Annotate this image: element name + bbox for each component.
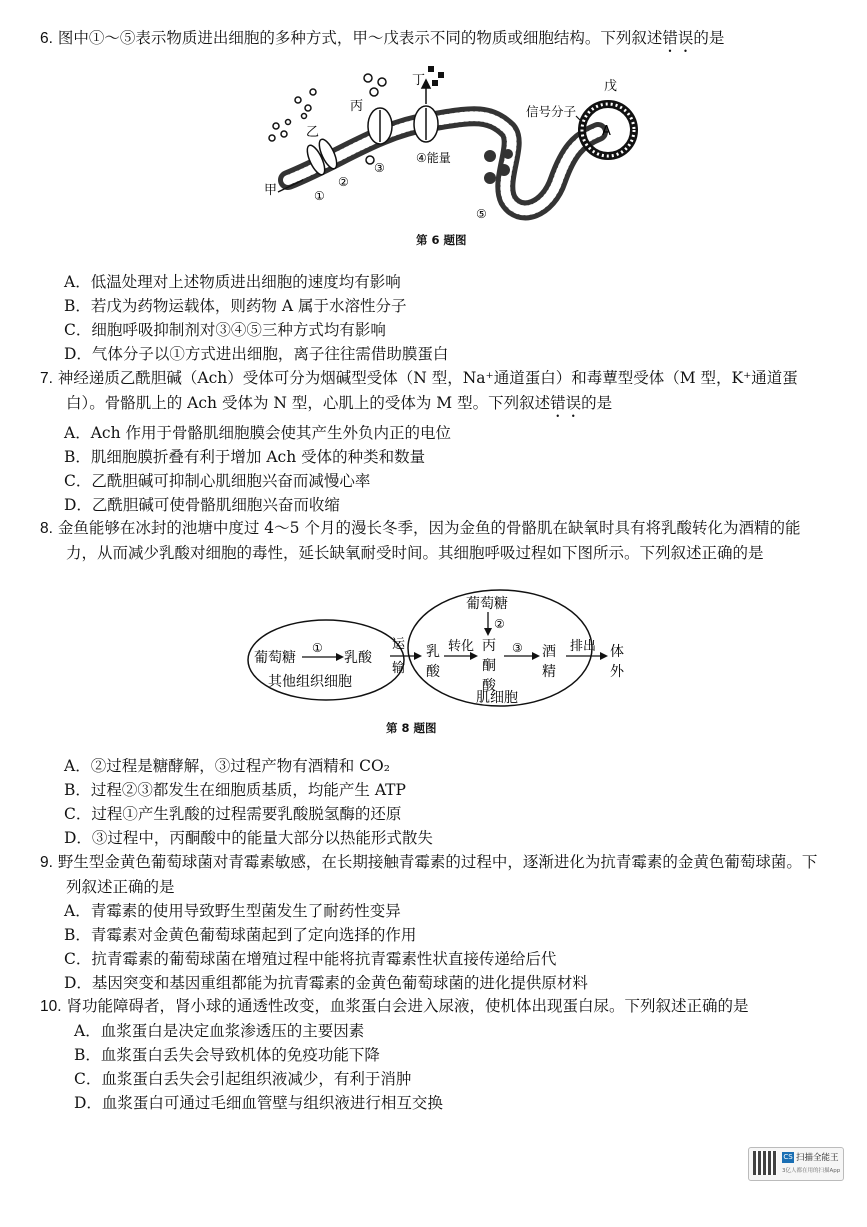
arrowhead-step-2 <box>484 628 492 636</box>
question-9 <box>40 850 830 995</box>
label-other-cells: 其他组织细胞 <box>268 674 352 690</box>
label-alcohol-1: 酒 <box>542 644 556 660</box>
q7-option-a[interactable]: A．Ach 作用于骨骼肌细胞膜会使其产生外负内正的电位 <box>64 424 451 442</box>
question-10 <box>40 994 830 1115</box>
label-lactic-acid: 乳酸 <box>344 650 372 666</box>
q6-option-d[interactable]: D．气体分子以①方式进出细胞，离子往往需借助膜蛋白 <box>64 345 449 363</box>
q10-option-b[interactable]: B．血浆蛋白丢失会导致机体的免疫功能下降 <box>74 1046 380 1064</box>
question-7-stem: 7. 神经递质乙酰胆碱（Ach）受体可分为烟碱型受体（N 型，Na⁺通道蛋白）和毒蕈型受体（M 型，K⁺通道蛋白）。骨骼肌上的 Ach 受体为 N 型，心肌上的受体为 M 型。下列叙述错误的是 <box>40 369 798 412</box>
label-lactic2-1: 乳 <box>426 644 440 660</box>
q7-option-d[interactable]: D．乙酰胆碱可使骨骼肌细胞兴奋而收缩 <box>64 496 340 514</box>
figure-8-caption: 第 8 题图 <box>386 721 437 735</box>
question-8 <box>40 516 830 565</box>
scanner-logo-icon: CS <box>783 1153 793 1161</box>
label-step-1: ① <box>312 641 323 655</box>
label-glucose-left: 葡萄糖 <box>254 650 296 666</box>
label-circle-2: ② <box>338 175 349 189</box>
q9-option-c[interactable]: C．抗青霉素的葡萄球菌在增殖过程中能将抗青霉素性状直接传递给后代 <box>64 950 557 968</box>
label-transport-2: 输 <box>392 661 406 676</box>
question-8-stem: 8. 金鱼能够在冰封的池塘中度过 4～5 个月的漫长冬季，因为金鱼的骨骼肌在缺氧时具有将乳酸转化为酒精的能力，从而减少乳酸对细胞的毒性，延长缺氧耐受时间。其细胞呼吸过程如下图所示。下列叙述正确的是 <box>40 519 801 562</box>
label-transport-1: 运 <box>392 637 406 652</box>
label-convert: 转化 <box>448 639 475 654</box>
q6-option-a[interactable]: A．低温处理对上述物质进出细胞的速度均有影响 <box>64 273 401 291</box>
label-lactic2-2: 酸 <box>426 664 440 680</box>
label-pyruvate-2: 酮 <box>482 658 496 674</box>
question-9-stem: 9. 野生型金黄色葡萄球菌对青霉素敏感，在长期接触青霉素的过程中，逐渐进化为抗青霉素的金黄色葡萄球菌。下列叙述正确的是 <box>40 853 818 896</box>
scanner-watermark <box>748 1147 844 1181</box>
label-yi: 乙 <box>306 125 320 140</box>
label-excrete: 排出 <box>570 639 597 654</box>
label-alcohol-2: 精 <box>542 664 556 680</box>
q8-option-b[interactable]: B．过程②③都发生在细胞质基质，均能产生 ATP <box>64 781 406 799</box>
label-signal-molecule: 信号分子 <box>526 104 577 119</box>
label-circle-5: ⑤ <box>476 207 487 221</box>
question-8-options <box>40 754 830 850</box>
arrowhead-step-1 <box>336 653 344 661</box>
q7-option-c[interactable]: C．乙酰胆碱可抑制心肌细胞兴奋而减慢心率 <box>64 472 371 490</box>
qr-code-icon <box>753 1151 777 1175</box>
question-7 <box>40 366 830 517</box>
q9-option-d[interactable]: D．基因突变和基因重组都能为抗青霉素的金黄色葡萄球菌的进化提供原材料 <box>64 974 588 992</box>
label-ding: 丁 <box>412 73 426 88</box>
q10-option-d[interactable]: D．血浆蛋白可通过毛细血管壁与组织液进行相互交换 <box>74 1094 443 1112</box>
q7-option-b[interactable]: B．肌细胞膜折叠有利于增加 Ach 受体的种类和数量 <box>64 448 426 466</box>
label-step-3: ③ <box>512 641 523 655</box>
q9-option-b[interactable]: B．青霉素对金黄色葡萄球菌起到了定向选择的作用 <box>64 926 417 944</box>
question-6-options <box>40 270 830 366</box>
figure-6-membrane-diagram <box>258 60 638 225</box>
label-step-2: ② <box>494 617 505 631</box>
scanner-subtitle: 3亿人都在用的扫描App <box>782 1168 841 1174</box>
label-energy: ④能量 <box>416 151 451 165</box>
label-drug-a: A <box>602 124 611 139</box>
label-outside-2: 外 <box>610 664 624 680</box>
arrowhead-transport <box>414 652 422 660</box>
q6-option-c[interactable]: C．细胞呼吸抑制剂对③④⑤三种方式均有影响 <box>64 321 386 339</box>
carrier-protein-bing <box>368 108 392 144</box>
label-jia: 甲 <box>264 183 278 198</box>
q8-option-c[interactable]: C．过程①产生乳酸的过程需要乳酸脱氢酶的还原 <box>64 805 402 823</box>
label-outside-1: 体 <box>610 644 624 660</box>
q8-option-d[interactable]: D．③过程中，丙酮酸中的能量大部分以热能形式散失 <box>64 829 433 847</box>
label-pyruvate-3: 酸 <box>482 678 496 694</box>
q10-option-a[interactable]: A．血浆蛋白是决定血浆渗透压的主要因素 <box>74 1022 365 1040</box>
pump-protein-ding <box>414 80 438 142</box>
scanner-title: 扫描全能王 <box>796 1153 839 1163</box>
q8-option-a[interactable]: A．②过程是糖酵解，③过程产物有酒精和 CO₂ <box>64 757 390 775</box>
q10-option-c[interactable]: C．血浆蛋白丢失会引起组织液减少，有利于消肿 <box>74 1070 412 1088</box>
figure-6-caption: 第 6 题图 <box>416 233 467 247</box>
label-circle-1: ① <box>314 189 325 203</box>
arrowhead-step-3 <box>532 652 540 660</box>
label-muscle-cell: 肌细胞 <box>476 690 518 706</box>
arrowhead-excrete <box>600 652 608 660</box>
label-bing: 丙 <box>350 99 364 114</box>
label-glucose-right: 葡萄糖 <box>466 596 508 612</box>
label-circle-3: ③ <box>374 161 385 175</box>
q9-option-a[interactable]: A．青霉素的使用导致野生型菌发生了耐药性变异 <box>64 902 401 920</box>
molecule-ding <box>428 66 444 86</box>
question-6-stem: 6. 图中①～⑤表示物质进出细胞的多种方式，甲～戊表示不同的物质或细胞结构。下列叙述错误的是 <box>40 29 725 47</box>
label-wu: 戊 <box>604 79 618 94</box>
question-10-stem: 10. 肾功能障碍者，肾小球的通透性改变，血浆蛋白会进入尿液，使机体出现蛋白尿。下列叙述正确的是 <box>40 997 749 1015</box>
question-6 <box>40 26 830 56</box>
figure-8-respiration-diagram <box>244 586 644 714</box>
label-pyruvate-1: 丙 <box>482 638 496 654</box>
q6-option-b[interactable]: B．若戊为药物运载体，则药物 A 属于水溶性分子 <box>64 297 407 315</box>
